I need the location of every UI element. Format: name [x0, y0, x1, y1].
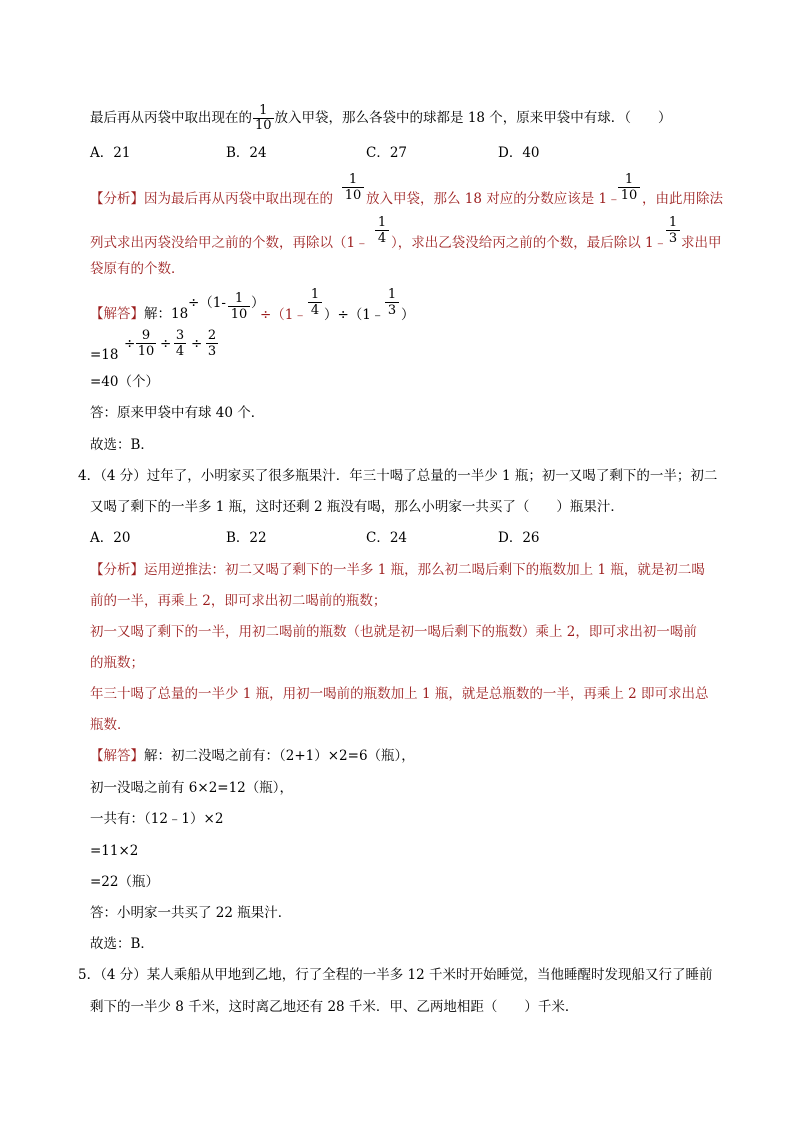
q4-option-a: A．20	[90, 530, 131, 546]
q3-answer-expr-a: ÷（1-	[188, 295, 226, 311]
fraction-2-3: $\frac{2}{3}$	[207, 328, 217, 359]
q3-answer-expr-d: ）÷（1﹣	[324, 307, 385, 323]
analysis-tag: 【分析】	[90, 191, 144, 207]
answer-tag: 【解答】	[90, 306, 144, 322]
q3-option-d: D．40	[498, 145, 540, 161]
q4-stem-2: 又喝了剩下的一半多 1 瓶，这时还剩 2 瓶没有喝，那么小明家一共买了（ ）瓶果汁．	[90, 499, 624, 515]
fraction-1-4: $\frac{1}{4}$	[375, 215, 389, 246]
q3-analysis-line-3: 袋原有的个数．	[90, 261, 185, 277]
q3-option-b: B．24	[226, 145, 267, 161]
q4-option-b: B．22	[226, 530, 267, 546]
fraction-1-10: $\frac{1}{10}$	[342, 172, 364, 203]
q3-stem: 最后再从丙袋中取出现在的 $\frac{1}{10}$ 放入甲袋，那么各袋中的球都是 18 个，原来甲袋中有球．（ ）	[90, 103, 672, 133]
fraction-3-4: $\frac{3}{4}$	[175, 328, 185, 359]
fraction-1-3: $\frac{1}{3}$	[385, 287, 399, 318]
q4-answer-line-1: 【解答】解：初二没喝之前有：（2+1）×2=6（瓶），	[90, 748, 415, 764]
q3-answer-line-1: 【解答】解：18	[90, 306, 189, 322]
q3-analysis-line-1c: ，由此用除法	[642, 191, 723, 207]
q5-stem-1: 5．（4 分）某人乘船从甲地到乙地，行了全程的一半多 12 千米时开始睡觉，当他睡醒时发现船又行了睡前	[78, 967, 713, 983]
q4-stem-1: 4．（4 分）过年了，小明家买了很多瓶果汁．年三十喝了总量的一半少 1 瓶；初一又喝了剩下的一半；初二	[78, 468, 718, 484]
q4-choice: 故选：B．	[90, 936, 154, 952]
fraction-9-10: $\frac{9}{10}$	[137, 328, 155, 359]
q3-analysis-line-2a: 列式求出丙袋没给甲之前的个数，再除以（1﹣	[90, 235, 369, 251]
q3-analysis-line-1: 【分析】因为最后再从丙袋中取出现在的	[90, 191, 333, 207]
q4-analysis-line-3: 初一又喝了剩下的一半，用初二喝前的瓶数（也就是初一喝后剩下的瓶数）乘上 2，即可求出初一喝前	[90, 624, 697, 640]
q3-answer-expr-c: ÷（1﹣	[260, 307, 307, 323]
fraction-1-10: $\frac{1}{10}$	[255, 103, 272, 133]
q4-answer-line-4: =11×2	[90, 843, 139, 859]
q5-stem-2: 剩下的一半少 8 千米，这时离乙地还有 28 千米．甲、乙两地相距（ ）千米．	[90, 999, 579, 1015]
q4-analysis-line-6: 瓶数．	[90, 717, 131, 733]
answer-tag: 【解答】	[90, 748, 144, 764]
q3-option-c: C．27	[366, 145, 408, 161]
q4-reply: 答：小明家一共买了 22 瓶果汁．	[90, 905, 292, 921]
q3-analysis-line-2c: 求出甲	[681, 235, 722, 251]
fraction-1-10: $\frac{1}{10}$	[228, 291, 250, 322]
q4-analysis-line-2: 前的一半，再乘上 2，即可求出初二喝前的瓶数；	[90, 593, 387, 609]
q3-answer-expr-e: ）	[401, 307, 415, 323]
q4-answer-line-5: =22（瓶）	[90, 874, 159, 890]
fraction-1-10: $\frac{1}{10}$	[618, 172, 640, 203]
q3-choice: 故选：B．	[90, 437, 154, 453]
analysis-tag: 【分析】	[90, 562, 144, 578]
q4-analysis-line-5: 年三十喝了总量的一半少 1 瓶，用初一喝前的瓶数加上 1 瓶，就是总瓶数的一半，再乘上 2 即可求出总	[90, 686, 709, 702]
q4-option-d: D．26	[498, 530, 540, 546]
q3-step-3: =40（个）	[90, 374, 159, 390]
q3-answer-expr-b: ）	[251, 295, 265, 311]
q4-analysis-line-1: 【分析】运用逆推法：初二又喝了剩下的一半多 1 瓶，那么初二喝后剩下的瓶数加上 1 瓶，就是初二喝	[90, 562, 705, 578]
q3-analysis-line-1b: 放入甲袋，那么 18 对应的分数应该是 1﹣	[366, 191, 621, 207]
q3-step-2-div: ÷	[160, 336, 172, 352]
q3-step-2: =18	[90, 347, 119, 363]
q4-analysis-line-4: 的瓶数；	[90, 655, 144, 671]
q3-reply: 答：原来甲袋中有球 40 个．	[90, 405, 265, 421]
q3-option-a: A．21	[90, 145, 131, 161]
q3-step-2-div: ÷	[191, 336, 203, 352]
q3-analysis-line-2b: ），求出乙袋没给丙之前的个数，最后除以 1﹣	[391, 235, 668, 251]
q4-option-c: C．24	[366, 530, 408, 546]
fraction-1-4: $\frac{1}{4}$	[308, 287, 322, 318]
fraction-1-3: $\frac{1}{3}$	[666, 215, 680, 246]
q4-answer-line-3: 一共有：（12﹣1）×2	[90, 811, 224, 827]
q3-step-2-div: ÷	[124, 336, 136, 352]
q4-answer-line-2: 初一没喝之前有 6×2=12（瓶），	[90, 780, 294, 796]
